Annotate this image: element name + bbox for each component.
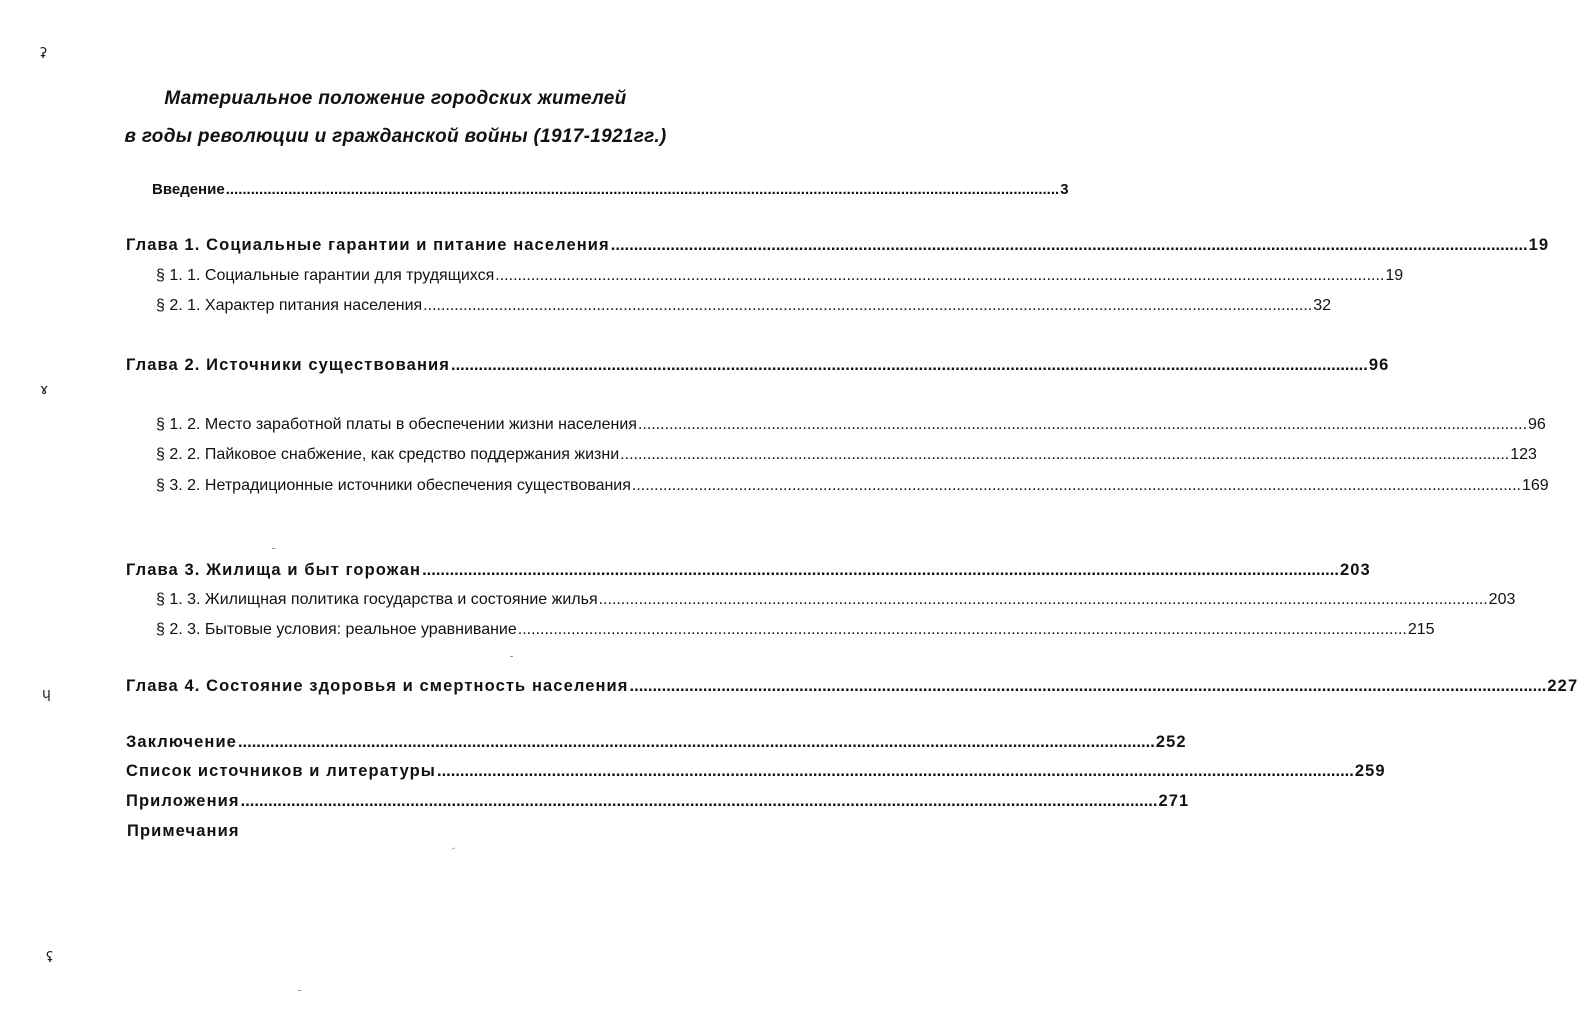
toc-section [156, 297, 1332, 315]
toc-page-number: 169 [1521, 477, 1549, 494]
toc-entry-label: § 1. 1. Социальные гарантии для трудящихся [156, 267, 495, 284]
leader-dots: ........................................................................................................................................................................................................ [422, 561, 1339, 579]
toc-entry-label: Глава 4. Состояние здоровья и смертность населения [126, 677, 629, 695]
scan-speck-icon [452, 847, 455, 849]
toc-entry-label: Глава 1. Социальные гарантии и питание населения [126, 236, 610, 254]
toc-section [156, 477, 1549, 495]
toc-notes: Примечания [127, 822, 240, 840]
toc-page-number: 203 [1339, 561, 1371, 579]
toc-entry-label: § 3. 2. Нетрадиционные источники обеспечения существования [156, 477, 631, 494]
leader-dots: ........................................................................................................................................................................................................ [237, 733, 1155, 751]
toc-chapter-3 [126, 561, 1371, 580]
toc-entry-label: § 1. 2. Место заработной платы в обеспечении жизни населения [156, 416, 637, 433]
leader-dots: ........................................................................................................................................................................................................ [225, 181, 1060, 198]
leader-dots: ........................................................................................................................................................................................................ [451, 356, 1368, 374]
toc-page-number: 215 [1407, 621, 1435, 638]
toc-page-number: 227 [1547, 677, 1578, 695]
leader-dots: ........................................................................................................................................................................................................ [517, 621, 1407, 638]
toc-conclusion [126, 733, 1187, 752]
toc-chapter-1 [126, 236, 1550, 255]
scan-speck-icon [272, 548, 275, 549]
toc-section [156, 591, 1516, 609]
leader-dots: ........................................................................................................................................................................................................ [437, 762, 1354, 780]
leader-dots: ........................................................................................................................................................................................................ [620, 446, 1510, 463]
toc-page-number: 259 [1354, 762, 1386, 780]
toc-page-number: 19 [1528, 236, 1550, 254]
margin-mark-icon: ɤ [40, 382, 49, 398]
leader-dots: ........................................................................................................................................................................................................ [495, 267, 1385, 284]
toc-page-number: 19 [1385, 267, 1404, 284]
scan-speck-icon [298, 990, 301, 991]
margin-mark-icon: ɥ [42, 686, 51, 702]
toc-entry-label: Глава 3. Жилища и быт горожан [126, 561, 422, 579]
toc-page-number: 203 [1488, 591, 1516, 608]
toc-chapter-2 [126, 356, 1390, 375]
toc-entry-label: § 2. 2. Пайковое снабжение, как средство поддержания жизни [156, 446, 620, 463]
toc-section [156, 446, 1537, 464]
leader-dots: ........................................................................................................................................................................................................ [598, 591, 1488, 608]
toc-entry-intro [152, 181, 1069, 198]
toc-page-number: 3 [1060, 181, 1069, 198]
toc-entry-label: Заключение [126, 733, 237, 751]
margin-mark-icon: ʢ [46, 950, 54, 966]
toc-entry-label: Глава 2. Источники существования [126, 356, 450, 374]
leader-dots: ........................................................................................................................................................................................................ [629, 677, 1547, 695]
toc-entry-label: Приложения [126, 792, 240, 810]
toc-chapter-4 [126, 677, 1578, 696]
toc-section [156, 267, 1404, 285]
title-line-1: Материальное положение городских жителей [164, 88, 627, 109]
toc-entry-label: § 2. 3. Бытовые условия: реальное уравнивание [156, 621, 517, 638]
toc-section [156, 621, 1435, 639]
toc-entry-label: § 2. 1. Характер питания населения [156, 297, 423, 314]
leader-dots: ........................................................................................................................................................................................................ [637, 416, 1528, 433]
toc-section [156, 416, 1546, 434]
toc-page-number: 96 [1368, 356, 1390, 374]
toc-entry-label: § 1. 3. Жилищная политика государства и состояние жилья [156, 591, 598, 608]
toc-sources [126, 762, 1386, 781]
toc-appendices [126, 792, 1190, 811]
title-line-2: в годы революции и гражданской войны (1917-1921гг.) [124, 126, 667, 147]
toc-entry-label: Список источников и литературы [126, 762, 436, 780]
toc-page-number: 271 [1158, 792, 1190, 810]
leader-dots: ........................................................................................................................................................................................................ [423, 297, 1313, 314]
toc-page-number: 96 [1528, 416, 1546, 433]
toc-page-number: 123 [1510, 446, 1537, 463]
leader-dots: ........................................................................................................................................................................................................ [240, 792, 1158, 810]
leader-dots: ........................................................................................................................................................................................................ [631, 477, 1521, 494]
toc-page-number: 32 [1313, 297, 1332, 314]
toc-page-number: 252 [1155, 733, 1187, 751]
scan-speck-icon [510, 656, 513, 657]
toc-entry-label: Введение [152, 181, 225, 198]
margin-mark-icon: ʡ [40, 46, 48, 62]
leader-dots: ........................................................................................................................................................................................................ [610, 236, 1528, 254]
